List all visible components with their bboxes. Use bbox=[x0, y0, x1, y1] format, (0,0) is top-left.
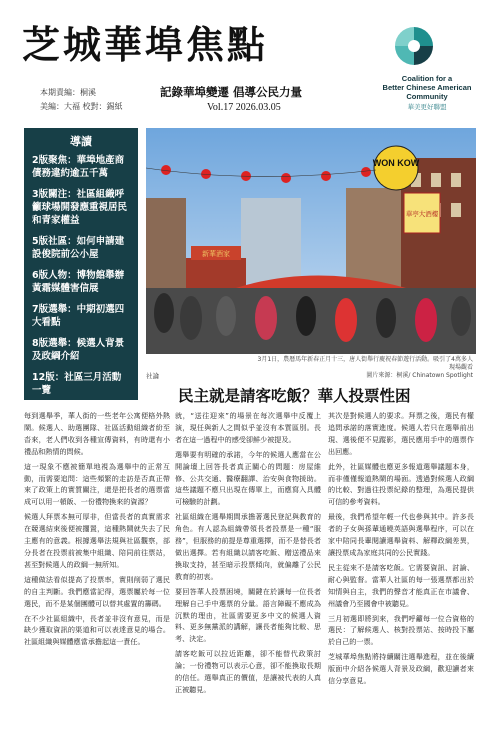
caption-credit: 圖片來源：桐溪/ Chinatown Spotlight bbox=[366, 372, 473, 379]
org-name-line: Community bbox=[406, 92, 448, 101]
gate-sign: 新華酒家 bbox=[202, 250, 230, 258]
table-of-contents bbox=[24, 128, 138, 400]
paragraph: 最後，我們希望年輕一代也參與其中。許多長者的子女與孫輩通曉英語與選舉程序，可以在家中陪同長輩閱讀選舉資料、解釋政綱差異，讓投票成為家庭共同的公民實踐。 bbox=[328, 512, 474, 557]
paragraph: 社區組織在選舉期間承擔著選民登記與教育的角色。有人認為組織帶領長者投票是一種“服務”，但服務的前提是尊重選擇，而不是替長者做出選擇。若有組織以請客吃飯、贈送禮品來換取支持，甚至暗示投票傾向，就偏離了公民教育的初衷。 bbox=[175, 512, 321, 581]
paragraph: 候選人拜票本無可厚非，但當長者的真實需求在競選結束後便被擱置，這種熱鬧就失去了民主應有的意義。根據選舉法規與社區觀察，部分長者在投票前被集中組織、陪同前往票站，甚至對候選人的政綱一無所知。 bbox=[24, 512, 170, 569]
parade-photo bbox=[146, 128, 476, 354]
paragraph: 芝城華埠焦點將持續關注選舉進程，並在後續版面中介紹各候選人背景及政綱，歡迎讀者來信分享意見。 bbox=[328, 652, 474, 686]
paragraph: 請客吃飯可以拉近距離，卻不能替代政策討論；一份禮物可以表示心意，卻不能換取長期的信任。選舉真正的價值，是讓被代表的人真正被聽見。 bbox=[175, 649, 321, 694]
org-name-chinese: 華美更好聯盟 bbox=[407, 103, 447, 111]
credits-line: 美編：大福 校對：錫紙 bbox=[40, 102, 123, 111]
caption-text: 3月1日，農曆馬年新春正月十三，唐人街舉行慶祝春節遊行活動。吸引了4萬多人現場觀看 bbox=[257, 356, 473, 371]
toc-item[interactable]: 3版關注：社區組織呼籲球場開發應重視居民和青家權益 bbox=[32, 189, 128, 226]
toc-item[interactable]: 2版聚焦：華埠地產商債務違約逾五千萬 bbox=[32, 155, 125, 179]
section-label: 社論 bbox=[146, 372, 159, 380]
paragraph: 其次是對候選人的要求。拜票之後，選民有權追問承諾的落實進度。候選人若只在選舉前出現、選後便不見蹤影，選民應用手中的選票作出回應。 bbox=[328, 411, 474, 456]
slogan: 記錄華埠變遷 倡導公民力量 bbox=[160, 85, 303, 99]
paragraph: 選舉要有明確的承諾，今年的候選人應當在公開論壇上回答長者真正關心的問題：房屋維修、公共交通、醫療翻譯、治安與食物援助。這些議題不應只出現在傳單上，而應寫入具體可檢驗的計劃。 bbox=[175, 449, 321, 507]
restaurant-sign: 華亭大酒樓 bbox=[405, 210, 439, 218]
toc-item[interactable]: 7版選舉：中期初選四大看點 bbox=[32, 304, 125, 328]
volume-date: Vol.17 2026.03.05 bbox=[207, 102, 281, 113]
article-column bbox=[328, 410, 474, 746]
masthead-title: 芝城華埠焦點 bbox=[22, 22, 269, 67]
toc-title: 導讀 bbox=[70, 135, 92, 148]
paragraph: 在不少社區組織中，長者並非沒有意見，而是缺少獲取資訊的渠道和可以表達意見的場合。社區組織與媒體應當承擔起這一責任。 bbox=[24, 613, 170, 647]
paragraph: 這種做法看似提高了投票率，實則削弱了選民的自主判斷。我們應當記得，選票屬於每一位選民，而不是某個團體可以替其處置的籌碼。 bbox=[24, 574, 170, 608]
editor-credits bbox=[40, 86, 123, 114]
paragraph: 這一現象不應被簡單地視為選舉中的正常互動，而需要追問：這些頻繁的走訪是否真正帶來了政策上的實質關注，還是把長者的選票當成可以用一頓飯、一份禮物換來的資源？ bbox=[24, 461, 170, 507]
paragraph: 此外，社區媒體也應更多報道選舉議題本身，而非僅僅報道熱鬧的場面。透過對候選人政綱的比較、對過往投票紀錄的整理，為選民提供可信的參考資料。 bbox=[328, 461, 474, 507]
editor-line: 本期責編：桐溪 bbox=[40, 88, 96, 97]
org-name-line: Better Chinese American bbox=[382, 83, 472, 92]
won-kow-sign: WON KOW bbox=[372, 158, 420, 168]
org-name-line: Coalition for a bbox=[401, 74, 453, 83]
toc-item[interactable]: 12版：社區三月活動一覽 bbox=[32, 372, 122, 396]
toc-item[interactable]: 8版選舉：候選人背景及政綱介紹 bbox=[32, 338, 125, 362]
toc-item[interactable]: 5版社區：如何申請建設俊院前公小屋 bbox=[32, 236, 125, 260]
paragraph: 每到選舉季，華人街的一些老年公寓便格外熱鬧。候選人、助選團隊、社區活動組織者紛至沓來，老人們收到各種宣傳資料，有時還有小禮品和熱情的問候。 bbox=[24, 411, 170, 456]
toc-item[interactable]: 6版人物：博物館舉辦黃霜媒體害信展 bbox=[32, 270, 125, 294]
paragraph: 就，“送往迎來”的場景在每次選舉中反覆上演，現任與新人之間似乎並沒有本質區別。長者在這一過程中的感受卻鮮少被提及。 bbox=[175, 411, 321, 444]
paragraph: 要回答華人投票困境，關鍵在於讓每一位長者理解自己手中選票的分量。語言障礙不應成為沉默的理由，社區需要更多中文的候選人資料、更多無黨派的講解，讓長者能夠比較、思考、決定。 bbox=[175, 586, 321, 644]
org-name bbox=[362, 74, 492, 101]
article-column bbox=[175, 410, 321, 746]
article-column bbox=[24, 410, 170, 746]
editorial-headline: 民主就是請客吃飯？華人投票性困 bbox=[178, 386, 411, 405]
photo-caption bbox=[253, 356, 473, 380]
coalition-logo bbox=[394, 26, 434, 66]
paragraph: 三月初選即將到來，我們呼籲每一位合資格的選民：了解候選人、核對投票站、按時投下屬於自己的一票。 bbox=[328, 613, 474, 647]
paragraph: 民主從來不是請客吃飯。它需要資訊、討論、耐心與監督。當華人社區的每一張選票都出於知情與自主，我們的聲音才能真正在市議會、州議會乃至國會中被聽見。 bbox=[328, 562, 474, 608]
